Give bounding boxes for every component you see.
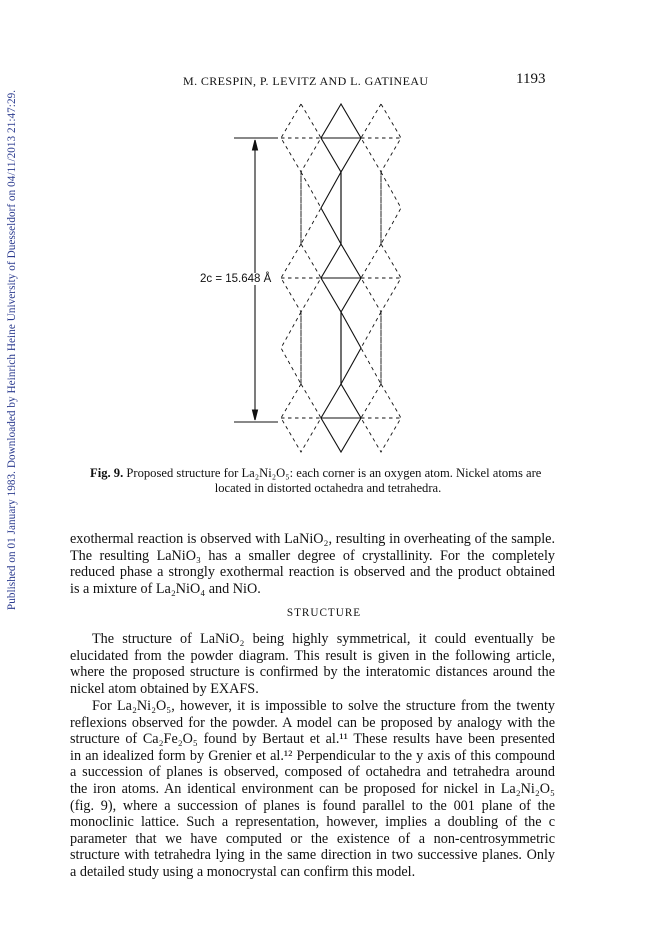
text-line: a succession of planes is observed, composed of octahedra and tetrahedra around	[70, 764, 555, 781]
paragraph-1	[70, 531, 555, 597]
dashed-tetrahedron-left-upper	[301, 172, 321, 244]
paragraph-3	[70, 698, 555, 881]
dashed-octahedron-left-bottom	[281, 384, 321, 452]
dashed-octahedron-right-mid	[361, 244, 401, 312]
text-line: the iron atoms. An identical environment can be proposed for nickel in La₂Ni₂O₅	[70, 780, 555, 797]
figure-caption	[90, 466, 560, 496]
text-line: reflexions observed for the powder. A model can be proposed by analogy with the	[70, 714, 555, 731]
text-line: (fig. 9), where a succession of planes is found parallel to the 001 plane of the	[70, 797, 555, 814]
download-watermark-text: Published on 01 January 1983. Downloaded by Heinrich Heine University of Duesseldorf on 04/11/2013 21:47:29.	[6, 89, 18, 611]
page-number: 1193	[516, 71, 546, 87]
dashed-octahedron-left-mid	[281, 244, 321, 312]
paragraph-2	[70, 631, 555, 697]
running-title: M. CRESPIN, P. LEVITZ AND L. GATINEAU	[183, 74, 429, 88]
dashed-octahedron-right-top	[361, 104, 401, 172]
dashed-octahedron-right-bottom	[361, 384, 401, 452]
caption-label: Fig. 9.	[90, 466, 124, 480]
text-line: elucidated from the powder diagram. This result is given in the following article,	[70, 647, 555, 664]
text-line: reduced phase a strongly exothermal reaction is observed and the product obtained	[70, 564, 555, 581]
dashed-octahedron-left-top	[281, 104, 321, 172]
text-line: exothermal reaction is observed with LaNiO₂, resulting in overheating of the sample.	[70, 531, 555, 547]
tetrahedron-lower	[341, 312, 361, 384]
text-line: is a mixture of La₂NiO₄ and NiO.	[70, 580, 261, 597]
text-line: The resulting LaNiO₃ has a smaller degree of crystallinity. For the completely	[70, 547, 555, 564]
text-line: nickel atom obtained by EXAFS.	[70, 680, 259, 697]
text-line: The structure of LaNiO₂ being highly symmetrical, it could eventually be	[92, 631, 555, 647]
text-line: where the proposed structure is confirmed by the interatomic distances around the	[70, 664, 555, 681]
download-watermark	[4, 90, 20, 610]
text-line: structure of Ca₂Fe₂O₅ found by Bertaut et al.¹¹ These results have been presented	[70, 731, 555, 748]
dimension-arrow-top	[253, 140, 258, 150]
tetrahedron-upper	[321, 172, 341, 244]
dashed-tetrahedron-right-upper	[381, 172, 401, 244]
section-heading: STRUCTURE	[286, 607, 362, 619]
dimension-label: 2c = 15.648 Å	[200, 273, 272, 285]
running-header	[0, 70, 648, 88]
text-line: a detailed study using a monocrystal can confirm this model.	[70, 863, 416, 880]
dashed-tetrahedron-left-lower	[281, 312, 301, 384]
text-line: monoclinic lattice. Such a representation, however, implies a doubling of the c	[70, 814, 555, 831]
dashed-tetrahedron-right-lower	[361, 312, 381, 384]
caption-line-2: located in distorted octahedra and tetrahedra.	[214, 481, 442, 495]
text-line: in an idealized form by Grenier et al.¹² Perpendicular to the y axis of this compound	[70, 747, 555, 764]
dimension-arrow-bottom	[253, 410, 258, 420]
text-line: parameter that we have computed or the existence of a non-centrosymmetric	[70, 830, 555, 847]
text-line: For La₂Ni₂O₅, however, it is impossible to solve the structure from the twenty	[92, 698, 555, 714]
text-line: structure with tetrahedra lying in the same direction in two successive planes. Only	[70, 847, 555, 864]
figure-9	[190, 100, 450, 462]
caption-line-1: Proposed structure for La₂Ni₂O₅: each corner is an oxygen atom. Nickel atoms are	[126, 466, 542, 480]
